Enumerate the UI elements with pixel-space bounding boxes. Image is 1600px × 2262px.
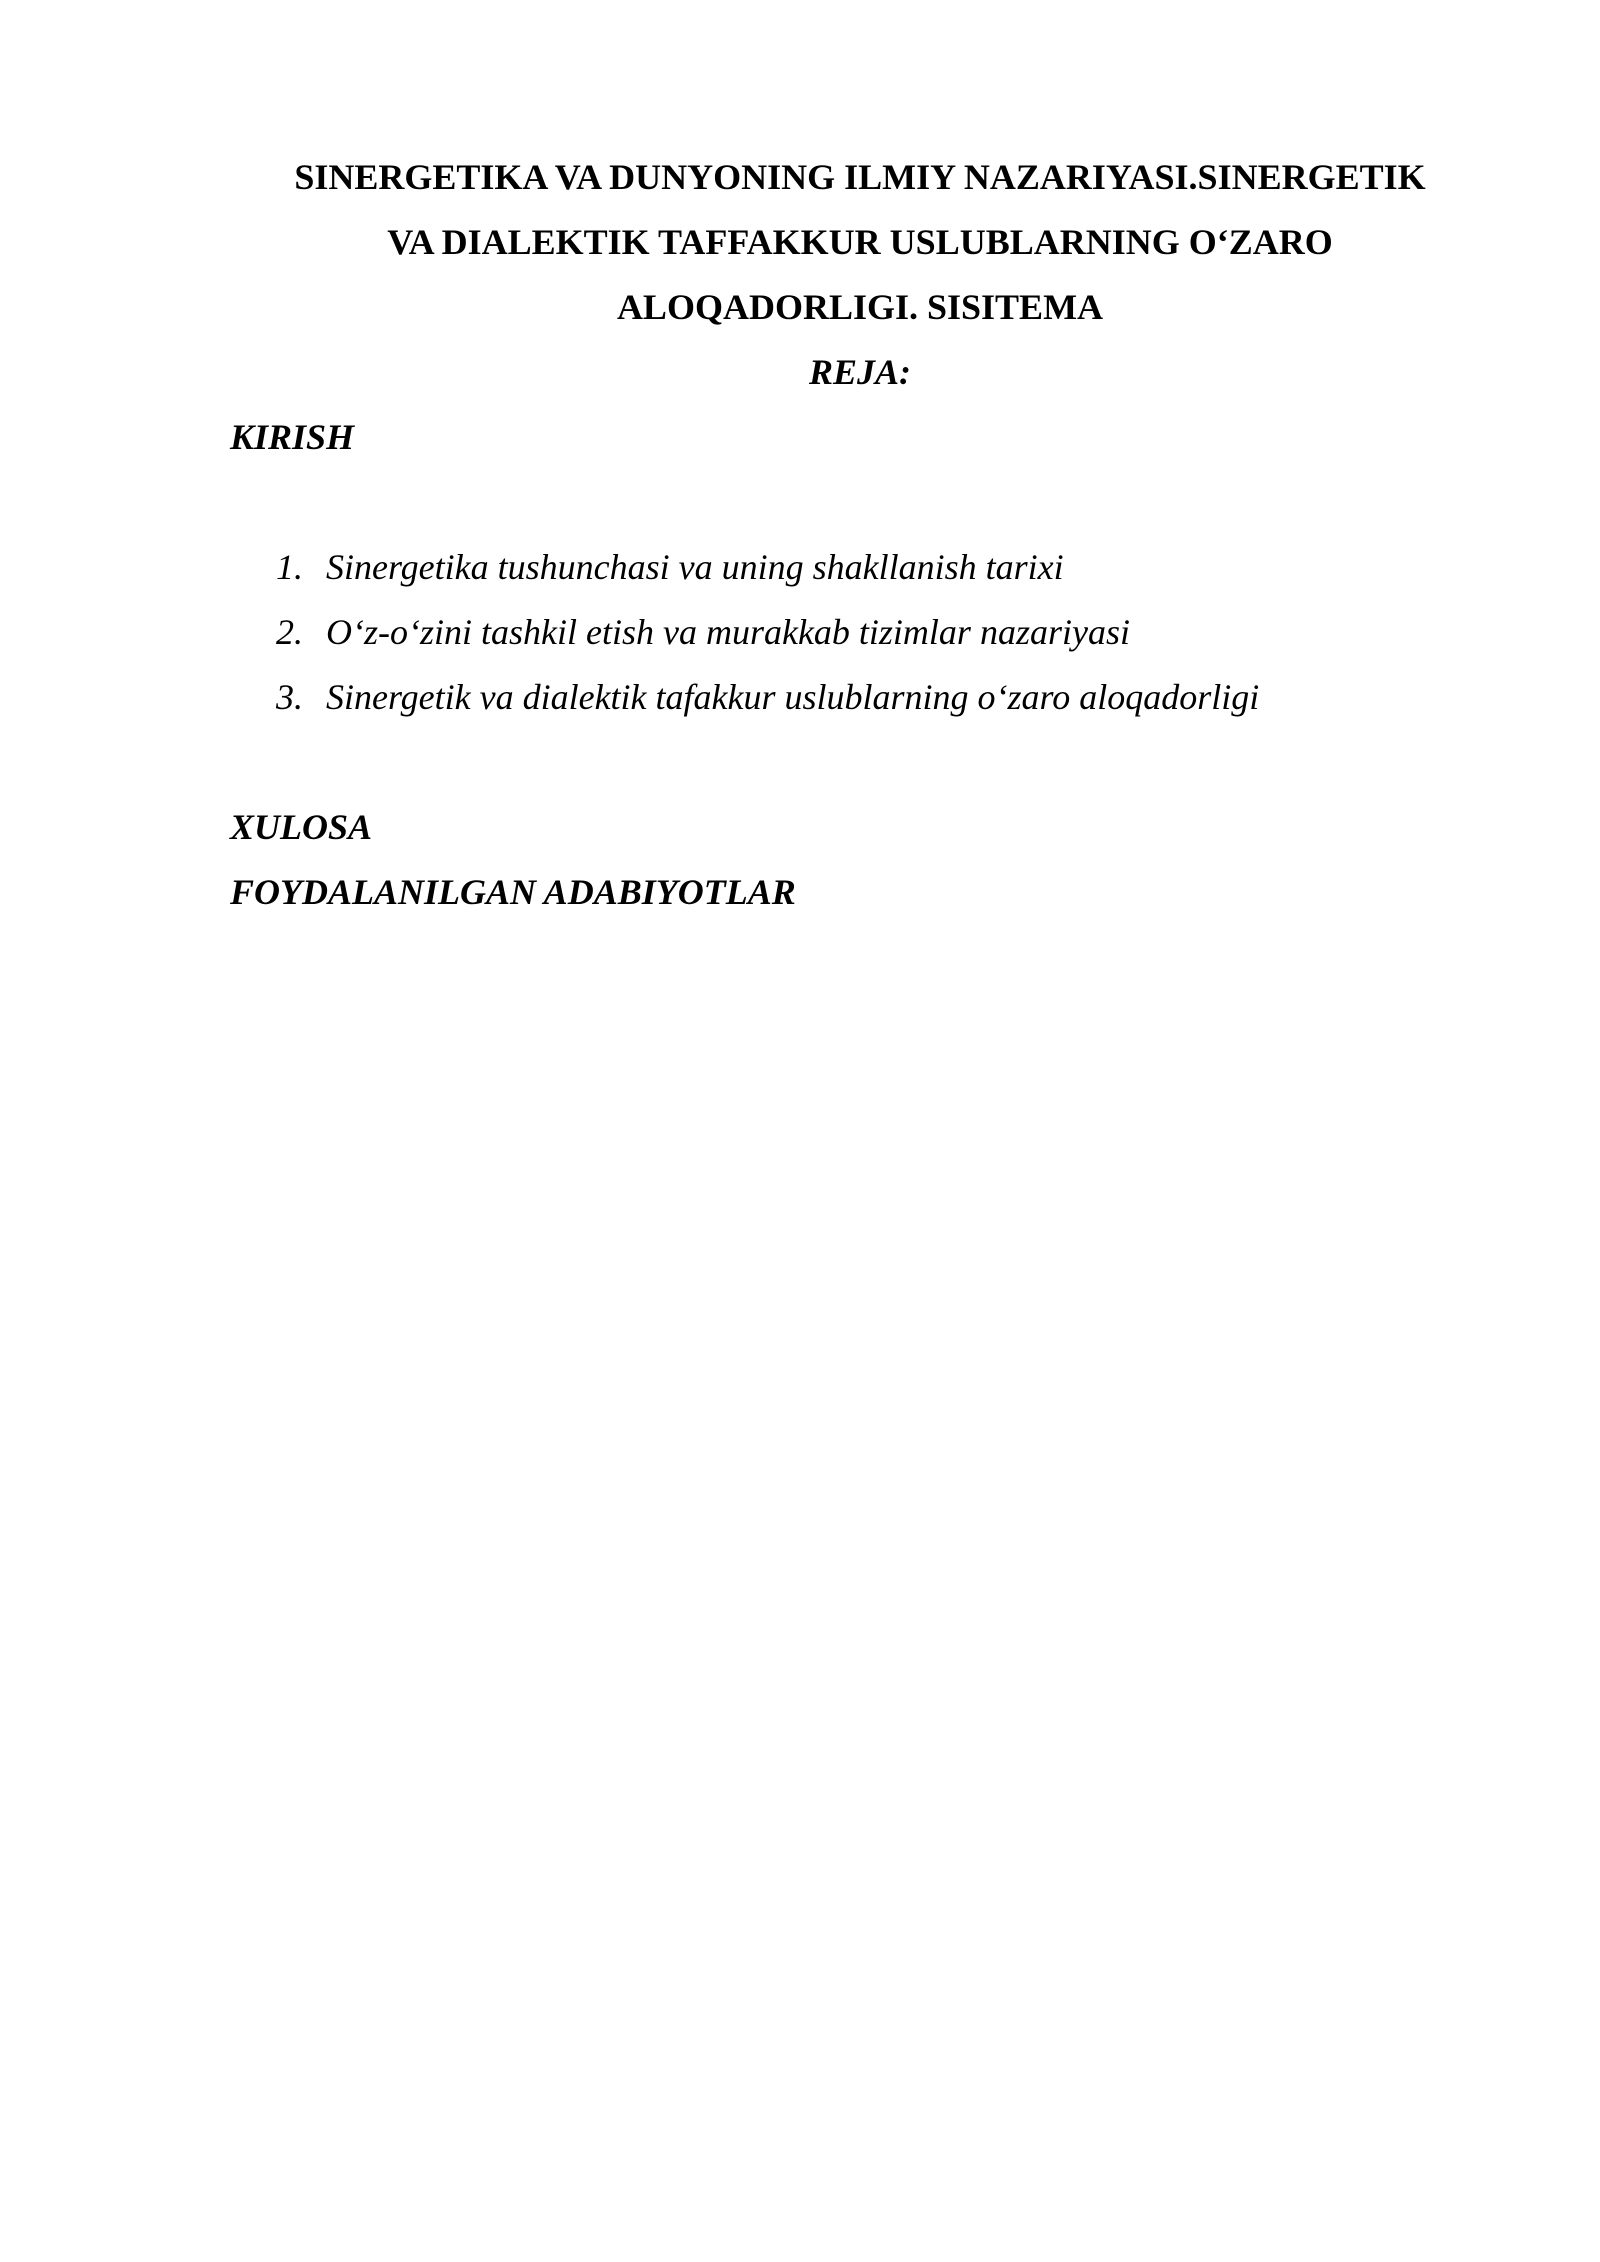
plan-heading: REJA:	[808, 352, 912, 392]
plan-item-text: O‘z-o‘zini tashkil etish va murakkab tizimlar nazariyasi	[326, 612, 1130, 652]
plan-item-number: 2.	[276, 612, 303, 652]
plan-item	[230, 535, 1259, 600]
plan-item-text: Sinergetik va dialektik tafakkur uslublarning o‘zaro aloqadorligi	[326, 677, 1260, 717]
plan-list	[230, 535, 1259, 730]
intro-heading: KIRISH	[230, 417, 355, 457]
plan-item	[230, 665, 1259, 730]
plan-item	[230, 600, 1259, 665]
plan-item-number: 1.	[276, 547, 303, 587]
document-title	[230, 145, 1490, 340]
title-line: SINERGETIKA VA DUNYONING ILMIY NAZARIYASI.SINERGETIK	[294, 157, 1426, 197]
references-heading: FOYDALANILGAN ADABIYOTLAR	[230, 872, 796, 912]
title-line: VA DIALEKTIK TAFFAKKUR USLUBLARNING O‘ZARO	[387, 222, 1333, 262]
plan-item-number: 3.	[276, 677, 303, 717]
conclusion-heading: XULOSA	[230, 807, 373, 847]
plan-item-text: Sinergetika tushunchasi va uning shakllanish tarixi	[326, 547, 1064, 587]
title-line: ALOQADORLIGI. SISITEMA	[616, 287, 1104, 327]
